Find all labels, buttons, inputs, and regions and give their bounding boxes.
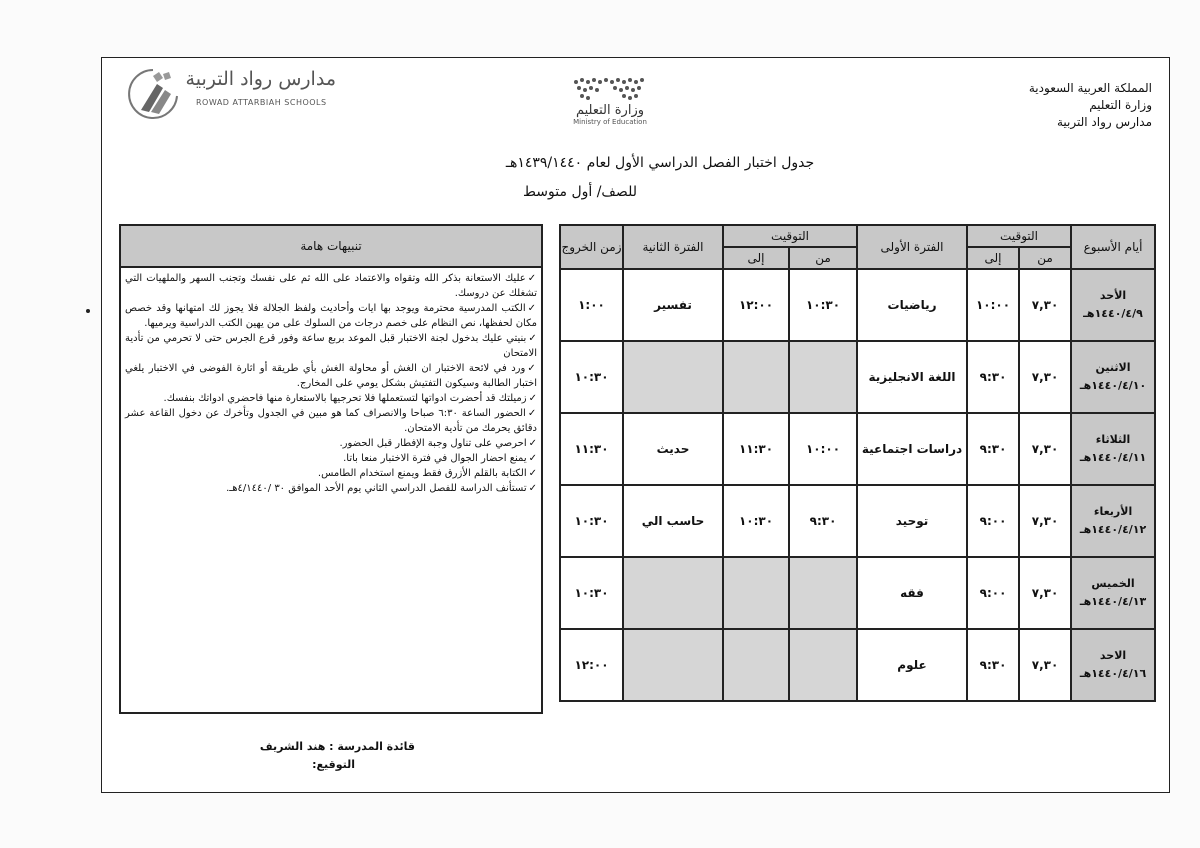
notes-body [120,267,542,713]
p1-to: ٩:٣٠ [967,341,1019,413]
exit-time: ١٢:٠٠ [560,629,623,701]
day-date: ١٤٤٠/٤/١٦هـ [1079,667,1147,680]
p1-subject: فقه [857,557,967,629]
note-item: ✓ تستأنف الدراسة للفصل الدراسي الثاني يوم الأحد الموافق ٣٠ /٤/١٤٤٠هـ. [125,481,537,496]
day-name: الاحد [1099,649,1127,662]
org-header [1029,80,1152,131]
p1-to: ١٠:٠٠ [967,269,1019,341]
note-item: ✓ ورد في لائحة الاختبار ان الغش أو محاولة الغش بأي طريقة أو اثارة الفوضى في الاختبار يلغي اختبار الطالبة وسيكون التفتيش بشكل يومي على المخارج. [125,361,537,391]
exit-time: ١:٠٠ [560,269,623,341]
notes-title: تنبيهات هامة [120,225,542,267]
header-to-1: إلى [967,247,1019,269]
signature-line [215,756,415,774]
p2-to: ١١:٣٠ [723,413,789,485]
note-item: ✓ الكتب المدرسية محترمة ويوجد بها ايات وأحاديث ولفظ الجلالة فلا يجوز لك امتهانها وقد خصص مكان لحفظها، نص النظام على خصم درجات من السلوك على من يهين الكتب الدراسية ويرميها. [125,301,537,331]
day-date: ١٤٤٠/٤/١٠هـ [1079,379,1147,392]
org-line-school: مدارس رواد التربية [1056,115,1152,129]
p1-from: ٧,٣٠ [1019,413,1071,485]
header-exit-time: زمن الخروج [560,225,623,269]
header-timing-1: التوقيت [967,225,1071,247]
header-to-2: إلى [723,247,789,269]
day-cell [1071,269,1155,341]
p2-from: ٩:٣٠ [789,485,857,557]
note-item: ✓ الكتابة بالقلم الأزرق فقط ويمنع استخدام الطامس. [125,466,537,481]
notes-table [119,224,543,714]
day-name: الخميس [1091,577,1135,590]
signature-label: التوقيع: [312,758,355,771]
p2-subject: حاسب الي [623,485,723,557]
p1-to: ٩:٣٠ [967,413,1019,485]
note-item: ✓ بنيتي عليك بدخول لجنة الاختبار قبل الموعد بربع ساعة وفور قرع الجرس حتى لا تحرمي من تأدية الامتحان [125,331,537,361]
p1-from: ٧,٣٠ [1019,485,1071,557]
header-period-1: الفترة الأولى [857,225,967,269]
p2-to [723,557,789,629]
principal-line [215,738,415,756]
p2-from [789,629,857,701]
p1-to: ٩:٠٠ [967,557,1019,629]
table-row [560,413,1155,485]
p1-subject: اللغة الانجليزية [857,341,967,413]
note-item: ✓ الحضور الساعة ٦:٣٠ صباحا والانصراف كما هو مبين في الجدول وتأخرك عن دخول القاعة عشر دقائق يحرمك من تأدية الامتحان. [125,406,537,436]
p2-from [789,557,857,629]
day-cell [1071,629,1155,701]
p1-from: ٧,٣٠ [1019,557,1071,629]
exam-schedule-table [559,224,1156,702]
p1-subject: توحيد [857,485,967,557]
header-timing-2: التوقيت [723,225,857,247]
p1-from: ٧,٣٠ [1019,341,1071,413]
org-line-country: المملكة العربية السعودية [1028,81,1152,95]
table-row [560,269,1155,341]
day-cell [1071,557,1155,629]
ministry-logo-en: Ministry of Education [573,118,647,126]
note-item: ✓ عليك الاستعانة بذكر الله وتقواه والاعتماد على الله ثم على نفسك وتجنب السهر والملهيات التي تشغلك عن دروسك. [125,271,537,301]
day-name: الاثنين [1095,361,1131,374]
p1-subject: دراسات اجتماعية [857,413,967,485]
day-date: ١٤٤٠/٤/١٣هـ [1079,595,1147,608]
day-date: ١٤٤٠/٤/٩هـ [1083,307,1143,320]
principal-label: قائدة المدرسة : [329,740,415,753]
table-row [560,485,1155,557]
table-row [560,341,1155,413]
exit-time: ١٠:٣٠ [560,341,623,413]
p2-from [789,341,857,413]
p2-subject [623,557,723,629]
p2-from: ١٠:٣٠ [789,269,857,341]
p1-to: ٩:٠٠ [967,485,1019,557]
day-date: ١٤٤٠/٤/١١هـ [1079,451,1147,464]
table-row [560,629,1155,701]
p2-to [723,629,789,701]
day-name: الأحد [1099,289,1127,302]
ministry-dots-icon [570,76,650,102]
day-date: ١٤٤٠/٤/١٢هـ [1079,523,1147,536]
p1-subject: علوم [857,629,967,701]
header-period-2: الفترة الثانية [623,225,723,269]
principal-name: هند الشريف [259,740,326,753]
p2-to: ١٠:٣٠ [723,485,789,557]
table-row [560,557,1155,629]
header-from-2: من [789,247,857,269]
school-logo-ar: مدارس رواد التربية [185,68,336,90]
day-name: الثلاثاء [1095,433,1131,446]
ministry-logo-ar: وزارة التعليم [575,103,645,118]
p2-subject [623,341,723,413]
day-name: الأربعاء [1093,505,1133,518]
p1-from: ٧,٣٠ [1019,629,1071,701]
p2-from: ١٠:٠٠ [789,413,857,485]
ministry-logo [560,76,660,138]
page-title: جدول اختبار الفصل الدراسي الأول لعام ١٤٣٩/١٤٤٠هـ [505,155,815,171]
p2-to [723,341,789,413]
org-line-ministry: وزارة التعليم [1089,98,1152,112]
note-item: ✓ يمنع احضار الجوال في فترة الاختبار منعا باتا. [125,451,537,466]
page-subtitle: للصف/ أول متوسط [523,184,637,200]
day-cell [1071,413,1155,485]
school-logo [118,64,338,122]
margin-dot [86,309,90,313]
note-item: ✓ احرصي على تناول وجبة الإفطار قبل الحضور. [125,436,537,451]
signature-block [215,738,415,774]
school-logo-en: ROWAD ATTARBIAH SCHOOLS [196,98,327,107]
school-emblem-icon [123,66,183,122]
p1-to: ٩:٣٠ [967,629,1019,701]
p2-subject: تفسير [623,269,723,341]
header-from-1: من [1019,247,1071,269]
note-item: ✓ زميلتك قد أحضرت ادواتها لتستعملها فلا تحرجيها بالاستعارة منها فاحضري ادواتك بنفسك. [125,391,537,406]
p2-subject: حديث [623,413,723,485]
day-cell [1071,341,1155,413]
notes-list [125,271,537,496]
p2-to: ١٢:٠٠ [723,269,789,341]
exit-time: ١٠:٣٠ [560,557,623,629]
p2-subject [623,629,723,701]
exit-time: ١٠:٣٠ [560,485,623,557]
exit-time: ١١:٣٠ [560,413,623,485]
day-cell [1071,485,1155,557]
p1-from: ٧,٣٠ [1019,269,1071,341]
header-days: أيام الأسبوع [1071,225,1155,269]
p1-subject: رياضيات [857,269,967,341]
